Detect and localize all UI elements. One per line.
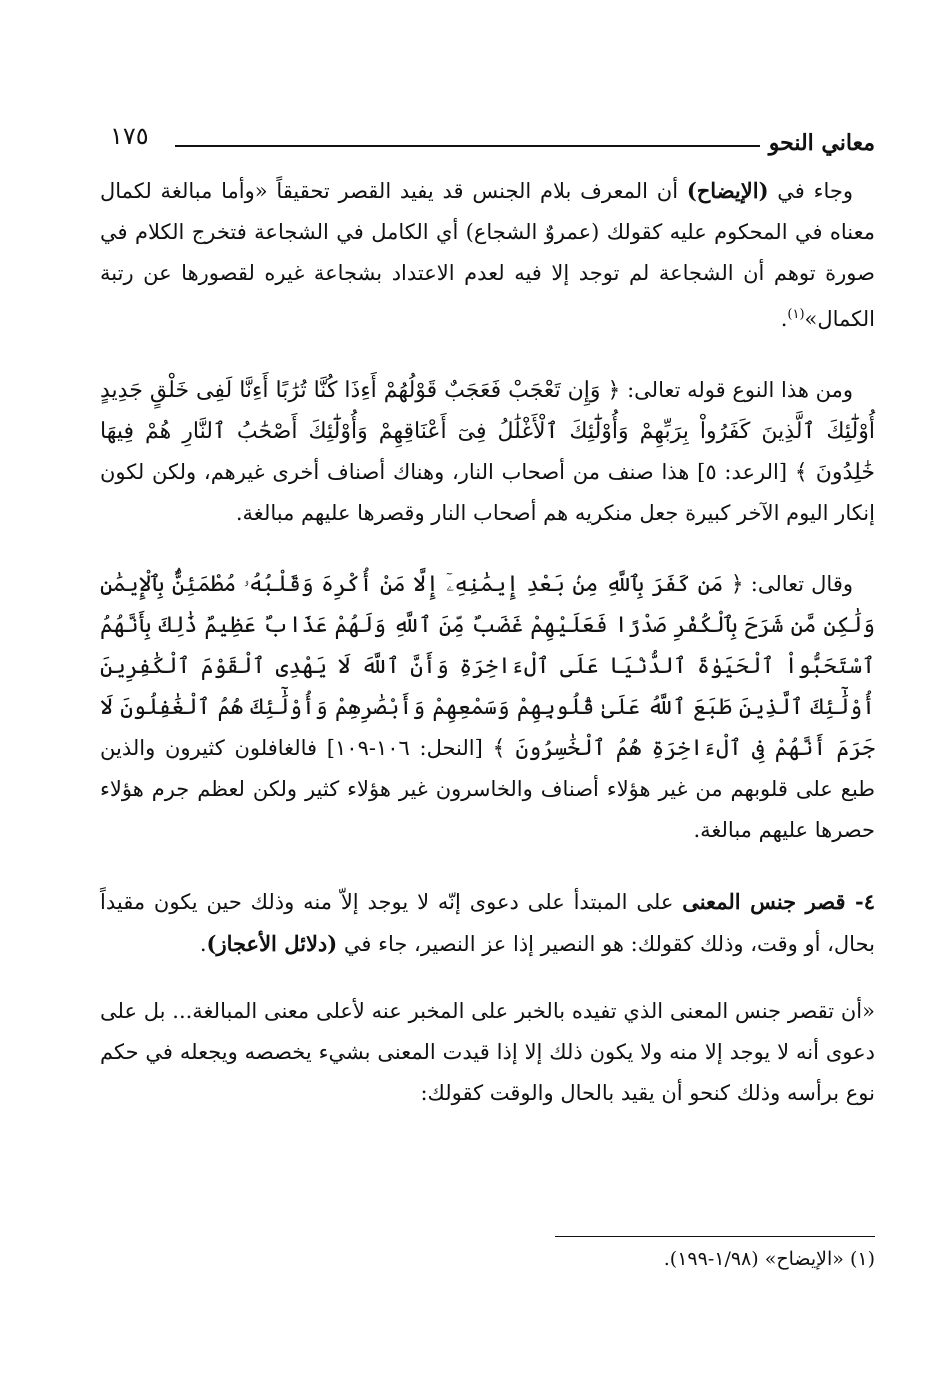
paragraph-text: [الرعد: ٥] هذا صنف من أصحاب النار، وهناك أصناف أخرى غيرهم، ولكن لكون إنكار اليوم الآخر كبيرة جعل منكريه هم أصحاب النار وقصرها عليهم مبالغة. — [100, 460, 875, 525]
section-number: ٤- — [845, 889, 875, 914]
paragraph-idah — [100, 170, 875, 340]
page-number: ١٧٥ — [110, 122, 149, 150]
page-header — [100, 118, 875, 158]
paragraph-text: «أن تقصر جنس المعنى الذي تفيده بالخبر على المخبر عنه لأعلى معنى المبالغة... بل على دعوى أنه لا يوجد إلا منه ولا يكون ذلك إلا إذا قيدت المعنى بشيء يخصصه ويجعله في حكم نوع برأسه وذلك كنحو أن يقيد بالحال والوقت كقولك: — [100, 999, 875, 1105]
bold-reference: (دلائل الأعجاز) — [206, 931, 338, 956]
paragraph-section-4 — [100, 881, 875, 965]
section-heading: قصر جنس المعنى — [682, 889, 846, 914]
paragraph-text: [النحل: ١٠٦-١٠٩] فالغافلون كثيرون والذين طبع على قلوبهم من غير هؤلاء أصناف والخاسرون غير هؤلاء كثير ولكن لعظم جرم هؤلاء حصرها عليهم مبالغة. — [100, 736, 875, 842]
quran-verse: ﴿ مَن كَفَرَ بِٱللَّهِ مِنۢ بَعْدِ إِيمَٰنِهِۦٓ إِلَّا مَنْ أُكْرِهَ وَقَلْبُهُۥ مُطْمَئِنٌّۢ بِٱلْإِيمَٰنِ وَلَٰكِن مَّن شَرَحَ بِٱلْكُفْرِ صَدْرًا فَعَلَيْهِمْ غَضَبٌ مِّنَ ٱللَّهِ وَلَهُمْ عَذَابٌ عَظِيمٌ ذَٰلِكَ بِأَنَّهُمُ ٱسْتَحَبُّواْ ٱلْحَيَوٰةَ ٱلدُّنْيَا عَلَى ٱلْءَاخِرَةِ وَأَنَّ ٱللَّهَ لَا يَهْدِى ٱلْقَوْمَ ٱلْكَٰفِرِينَ أُوْلَٰٓئِكَ ٱلَّذِينَ طَبَعَ ٱللَّهُ عَلَىٰ قُلُوبِهِمْ وَسَمْعِهِمْ وَأَبْصَٰرِهِمْ وَأُوْلَٰٓئِكَ هُمُ ٱلْغَٰفِلُونَ لَا جَرَمَ أَنَّهُمْ فِى ٱلْءَاخِرَةِ هُمُ ٱلْخَٰسِرُونَ ﴾ — [100, 572, 875, 761]
paragraph-raad — [100, 370, 875, 534]
paragraph-text: وقال تعالى: — [743, 572, 853, 596]
page-body — [100, 170, 875, 1144]
quran-verse: ﴿ وَإِن تَعْجَبْ فَعَجَبٌ قَوْلُهُمْ أَءِذَا كُنَّا تُرَٰبًا أَءِنَّا لَفِى خَلْقٍ جَدِيدٍ أُوْلَٰٓئِكَ ٱلَّذِينَ كَفَرُواْ بِرَبِّهِمْ وَأُوْلَٰٓئِكَ ٱلْأَغْلَٰلُ فِىٓ أَعْنَاقِهِمْ وَأُوْلَٰٓئِكَ أَصْحَٰبُ ٱلنَّارِ هُمْ فِيهَا خَٰلِدُونَ ﴾ — [100, 378, 875, 485]
header-rule — [175, 145, 760, 147]
footnote-rule — [555, 1236, 875, 1237]
book-page — [100, 110, 875, 1310]
footnote: (١) «الإيضاح» (١/٩٨-١٩٩). — [663, 1248, 875, 1270]
paragraph-text: ومن هذا النوع قوله تعالى: — [620, 378, 853, 402]
bold-reference: (الإيضاح) — [686, 178, 769, 203]
paragraph-quote — [100, 991, 875, 1114]
paragraph-text: أن المعرف بلام الجنس قد يفيد القصر تحقيقاً «وأما مبالغة لكمال معناه في المحكوم عليه كقولك (عمروٌ الشجاع) أي الكامل في الشجاعة فتخرج الكلام في صورة توهم أن الشجاعة لم توجد إلا فيه لعدم الاعتداد بشجاعة غيره لقصورها عن رتبة الكمال» — [100, 179, 875, 331]
paragraph-text: على المبتدأ على دعوى إنّه لا يوجد إلاّ منه وذلك حين يكون مقيداً بحال، أو وقت، وذلك كقولك: هو النصير إذا عز النصير، جاء في — [100, 890, 875, 956]
paragraph-end: . — [199, 932, 207, 956]
paragraph-nahl — [100, 564, 875, 851]
footnote-marker: (١) — [787, 307, 805, 322]
paragraph-end: . — [780, 307, 788, 331]
paragraph-text: وجاء في — [768, 179, 853, 203]
running-title: معاني النحو — [768, 130, 875, 156]
